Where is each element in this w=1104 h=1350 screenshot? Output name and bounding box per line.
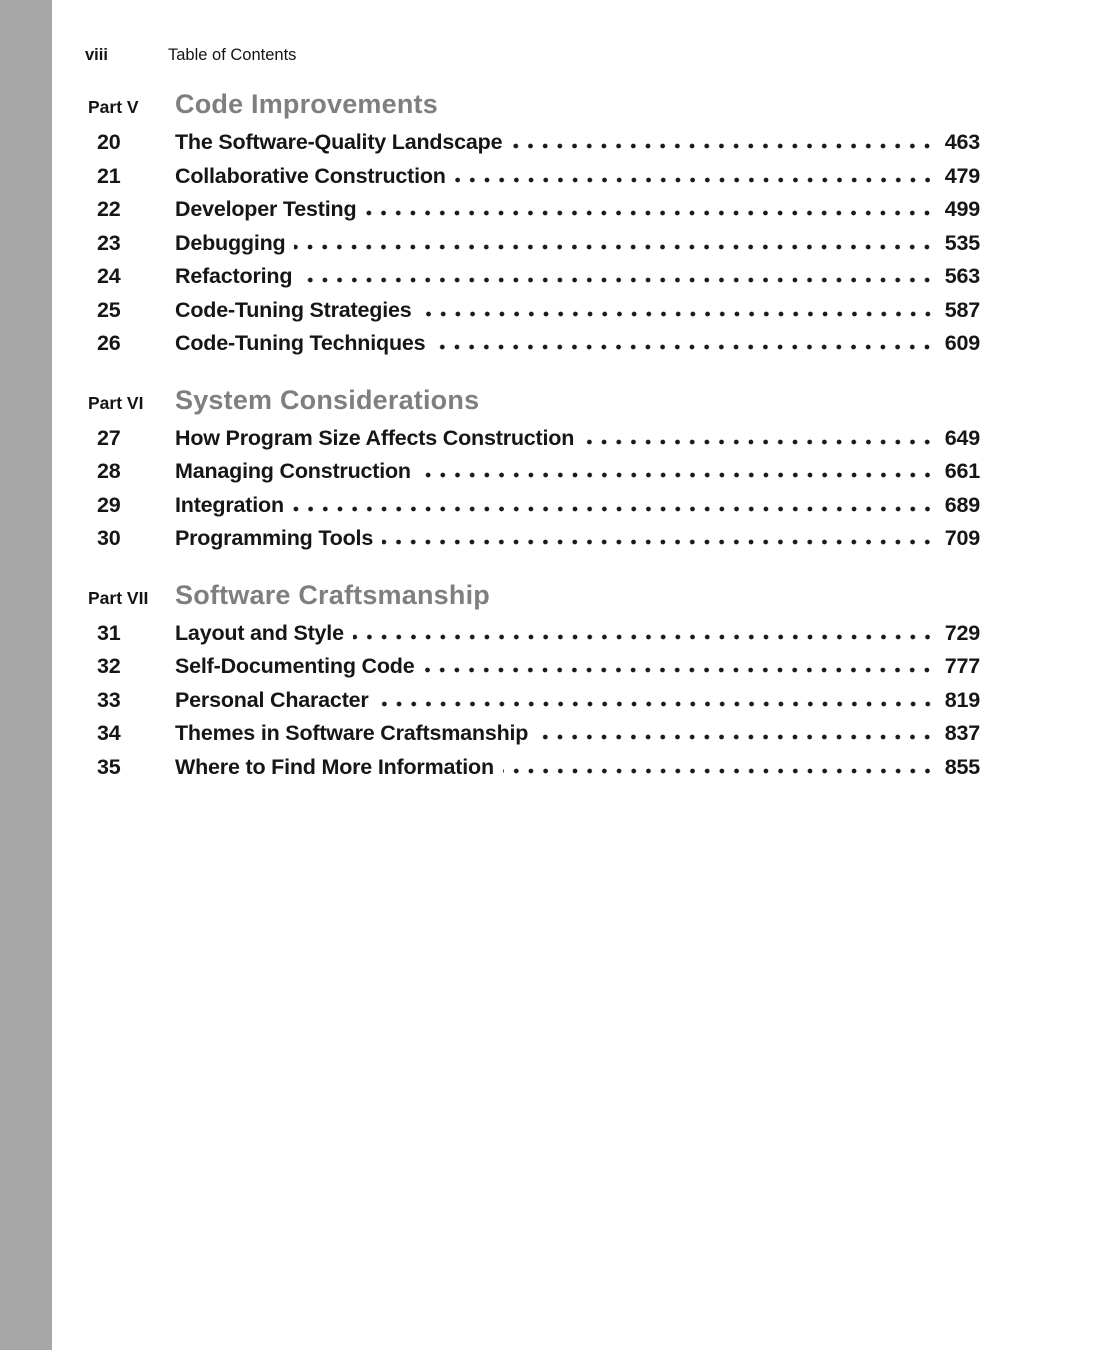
chapter-page-number: 661 [944,459,980,483]
part-title: Software Craftsmanship [175,579,490,610]
toc-row [85,294,980,328]
chapter-number: 26 [97,331,121,355]
part-title: System Considerations [175,384,480,415]
part-heading [85,89,980,122]
dot-leader [382,525,935,545]
toc-row [85,617,980,651]
chapter-title: Debugging [175,230,286,255]
chapter-title: How Program Size Affects Construction [175,425,575,450]
toc-row [85,193,980,227]
dot-leader [378,687,935,707]
chapter-title: Where to Find More Information [175,754,494,779]
chapter-page-number: 563 [944,264,980,288]
toc-row [85,227,980,261]
chapter-title: Code-Tuning Strategies [175,297,412,322]
chapter-number: 20 [97,130,121,154]
part-label: Part V [88,97,139,117]
chapter-number: 35 [97,754,121,779]
toc-row [85,650,980,684]
chapter-page-number: 587 [944,297,980,322]
toc-section-part-vi [85,385,980,556]
dot-leader [293,492,935,512]
toc-section-part-v [85,89,980,361]
chapter-page-number: 777 [944,654,980,678]
chapter-page-number: 729 [944,620,980,645]
chapter-page-number: 463 [944,130,980,154]
toc-row [85,327,980,361]
chapter-title: Layout and Style [175,620,344,645]
chapter-page-number: 479 [944,163,980,188]
dot-leader [455,163,935,183]
chapter-title: Integration [175,492,284,517]
chapter-title: Code-Tuning Techniques [175,331,426,355]
dot-leader [353,620,935,640]
toc-row [85,751,980,785]
toc-row [85,126,980,160]
part-heading [85,580,980,613]
chapter-title: Self-Documenting Code [175,654,415,678]
page-edge-strip [0,0,52,1350]
chapter-number: 34 [97,721,121,745]
chapter-number: 29 [97,492,121,517]
chapter-page-number: 649 [944,425,980,450]
chapter-title: Themes in Software Craftsmanship [175,721,529,745]
chapter-number: 28 [97,459,121,483]
chapter-page-number: 609 [944,331,980,355]
dot-leader [365,196,934,216]
chapter-number: 25 [97,297,121,322]
toc-row [85,455,980,489]
part-heading [85,385,980,418]
chapter-number: 30 [97,526,121,550]
chapter-page-number: 709 [944,526,980,550]
header-title: Table of Contents [168,46,297,64]
chapter-number: 32 [97,654,121,678]
chapter-page-number: 819 [944,687,980,712]
chapter-number: 21 [97,163,121,188]
dot-leader [301,263,934,283]
chapter-number: 33 [97,687,121,712]
dot-leader [537,720,935,740]
chapter-title: Managing Construction [175,459,411,483]
dot-leader [420,458,935,478]
part-label: Part VII [88,587,149,608]
toc-row [85,160,980,194]
part-title: Code Improvements [175,89,438,119]
chapter-title: The Software-Quality Landscape [175,130,503,154]
folio-page-number: viii [85,46,108,64]
dot-leader [503,754,935,774]
chapter-page-number: 855 [944,754,980,779]
chapter-number: 22 [97,197,121,221]
dot-leader [511,129,934,149]
page-header [85,46,980,65]
toc-page [85,0,980,784]
toc-row [85,489,980,523]
chapter-page-number: 689 [944,492,980,517]
dot-leader [421,297,935,317]
dot-leader [583,425,935,445]
chapter-number: 24 [97,264,121,288]
chapter-page-number: 837 [944,721,980,745]
chapter-title: Programming Tools [175,526,374,550]
toc-row [85,522,980,556]
chapter-number: 31 [97,620,121,645]
chapter-number: 27 [97,425,121,450]
chapter-title: Personal Character [175,687,369,712]
toc-row [85,684,980,718]
toc-section-part-vii [85,580,980,785]
dot-leader [434,330,934,350]
chapter-page-number: 499 [944,197,980,221]
dot-leader [294,230,934,250]
chapter-title: Collaborative Construction [175,163,446,188]
chapter-title: Developer Testing [175,197,357,221]
chapter-title: Refactoring [175,264,293,288]
toc-row [85,717,980,751]
chapter-page-number: 535 [944,230,980,255]
chapter-number: 23 [97,230,121,255]
part-label: Part VI [88,392,144,413]
toc-row [85,422,980,456]
dot-leader [423,653,934,673]
toc-row [85,260,980,294]
